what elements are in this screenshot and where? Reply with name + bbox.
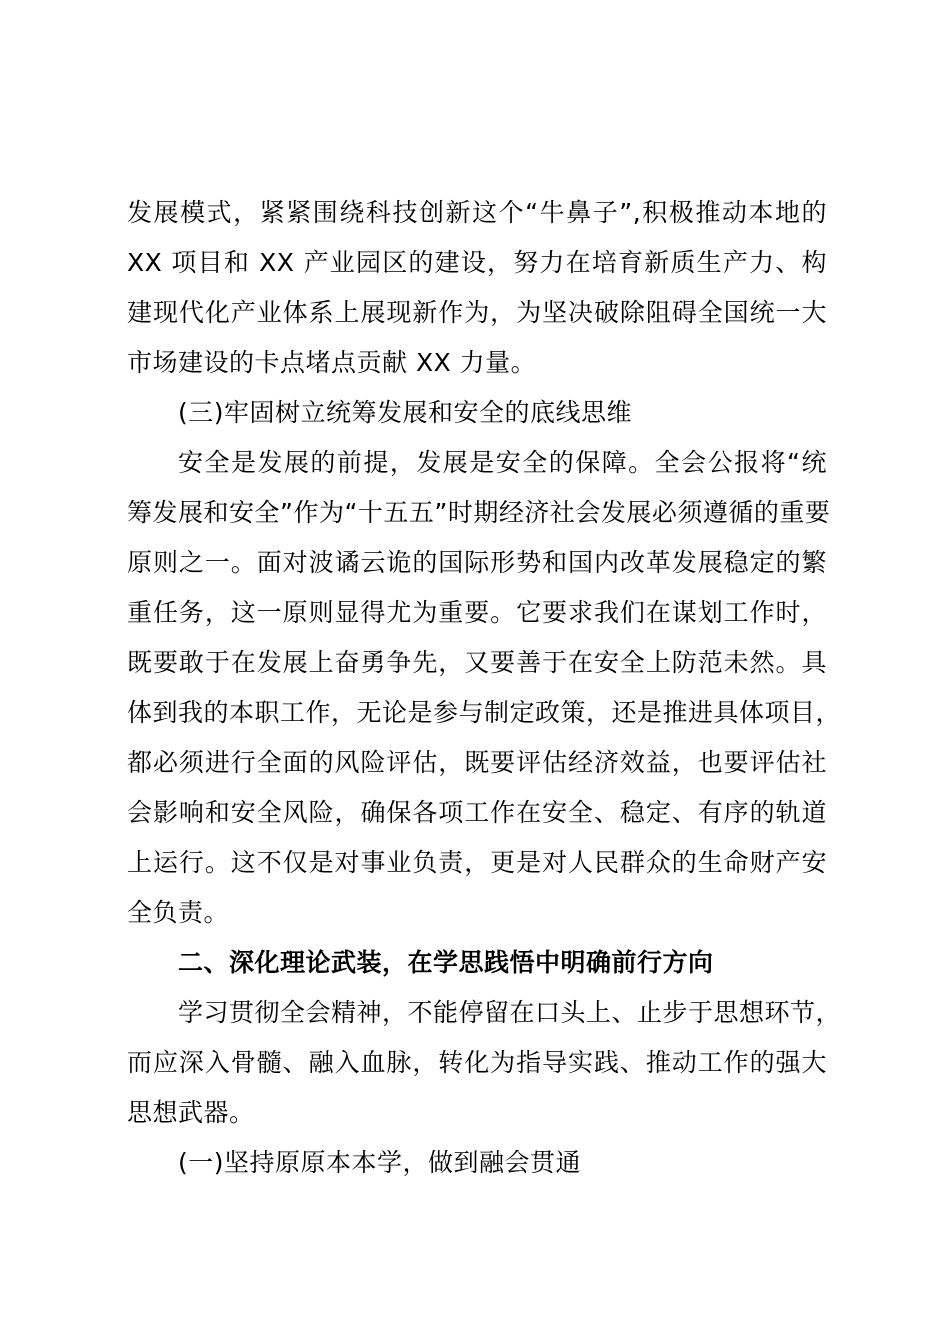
paragraph-line: 思想武器。 [127, 1098, 255, 1127]
paragraph-line: 会影响和安全风险，确保各项工作在安全、稳定、有序的轨道 [127, 798, 827, 827]
subheading: (三)牢固树立统筹发展和安全的底线思维 [178, 398, 633, 427]
paragraph-line: 市场建设的卡点堵点贡献 XX 力量。 [127, 348, 537, 377]
paragraph-line: 体到我的本职工作，无论是参与制定政策，还是推进具体项目， [127, 698, 842, 727]
paragraph-line: 发展模式，紧紧围绕科技创新这个“牛鼻子”,积极推动本地的 [127, 198, 827, 227]
paragraph-line: 都必须进行全面的风险评估，既要评估经济效益，也要评估社 [127, 748, 827, 777]
paragraph-line: 安全是发展的前提，发展是安全的保障。全会公报将“统 [178, 448, 827, 477]
subheading: (一)坚持原原本本学，做到融会贯通 [178, 1148, 582, 1177]
paragraph-line: 原则之一。面对波谲云诡的国际形势和国内改革发展稳定的繁 [127, 548, 827, 577]
paragraph-line: 学习贯彻全会精神，不能停留在口头上、止步于思想环节， [178, 998, 842, 1027]
paragraph-line: 上运行。这不仅是对事业负责，更是对人民群众的生命财产安 [127, 848, 827, 877]
paragraph-line: 而应深入骨髓、融入血脉，转化为指导实践、推动工作的强大 [127, 1048, 827, 1077]
section-heading: 二、深化理论武装，在学思践悟中明确前行方向 [178, 948, 714, 977]
paragraph-line: 既要敢于在发展上奋勇争先，又要善于在安全上防范未然。具 [127, 648, 827, 677]
paragraph-line: 筹发展和安全”作为“十五五”时期经济社会发展必须遵循的重要 [127, 498, 831, 527]
paragraph-line: XX 项目和 XX 产业园区的建设，努力在培育新质生产力、构 [127, 248, 827, 277]
paragraph-line: 建现代化产业体系上展现新作为，为坚决破除阻碍全国统一大 [127, 298, 827, 327]
paragraph-line: 全负责。 [127, 898, 230, 927]
paragraph-line: 重任务，这一原则显得尤为重要。它要求我们在谋划工作时， [127, 598, 827, 627]
